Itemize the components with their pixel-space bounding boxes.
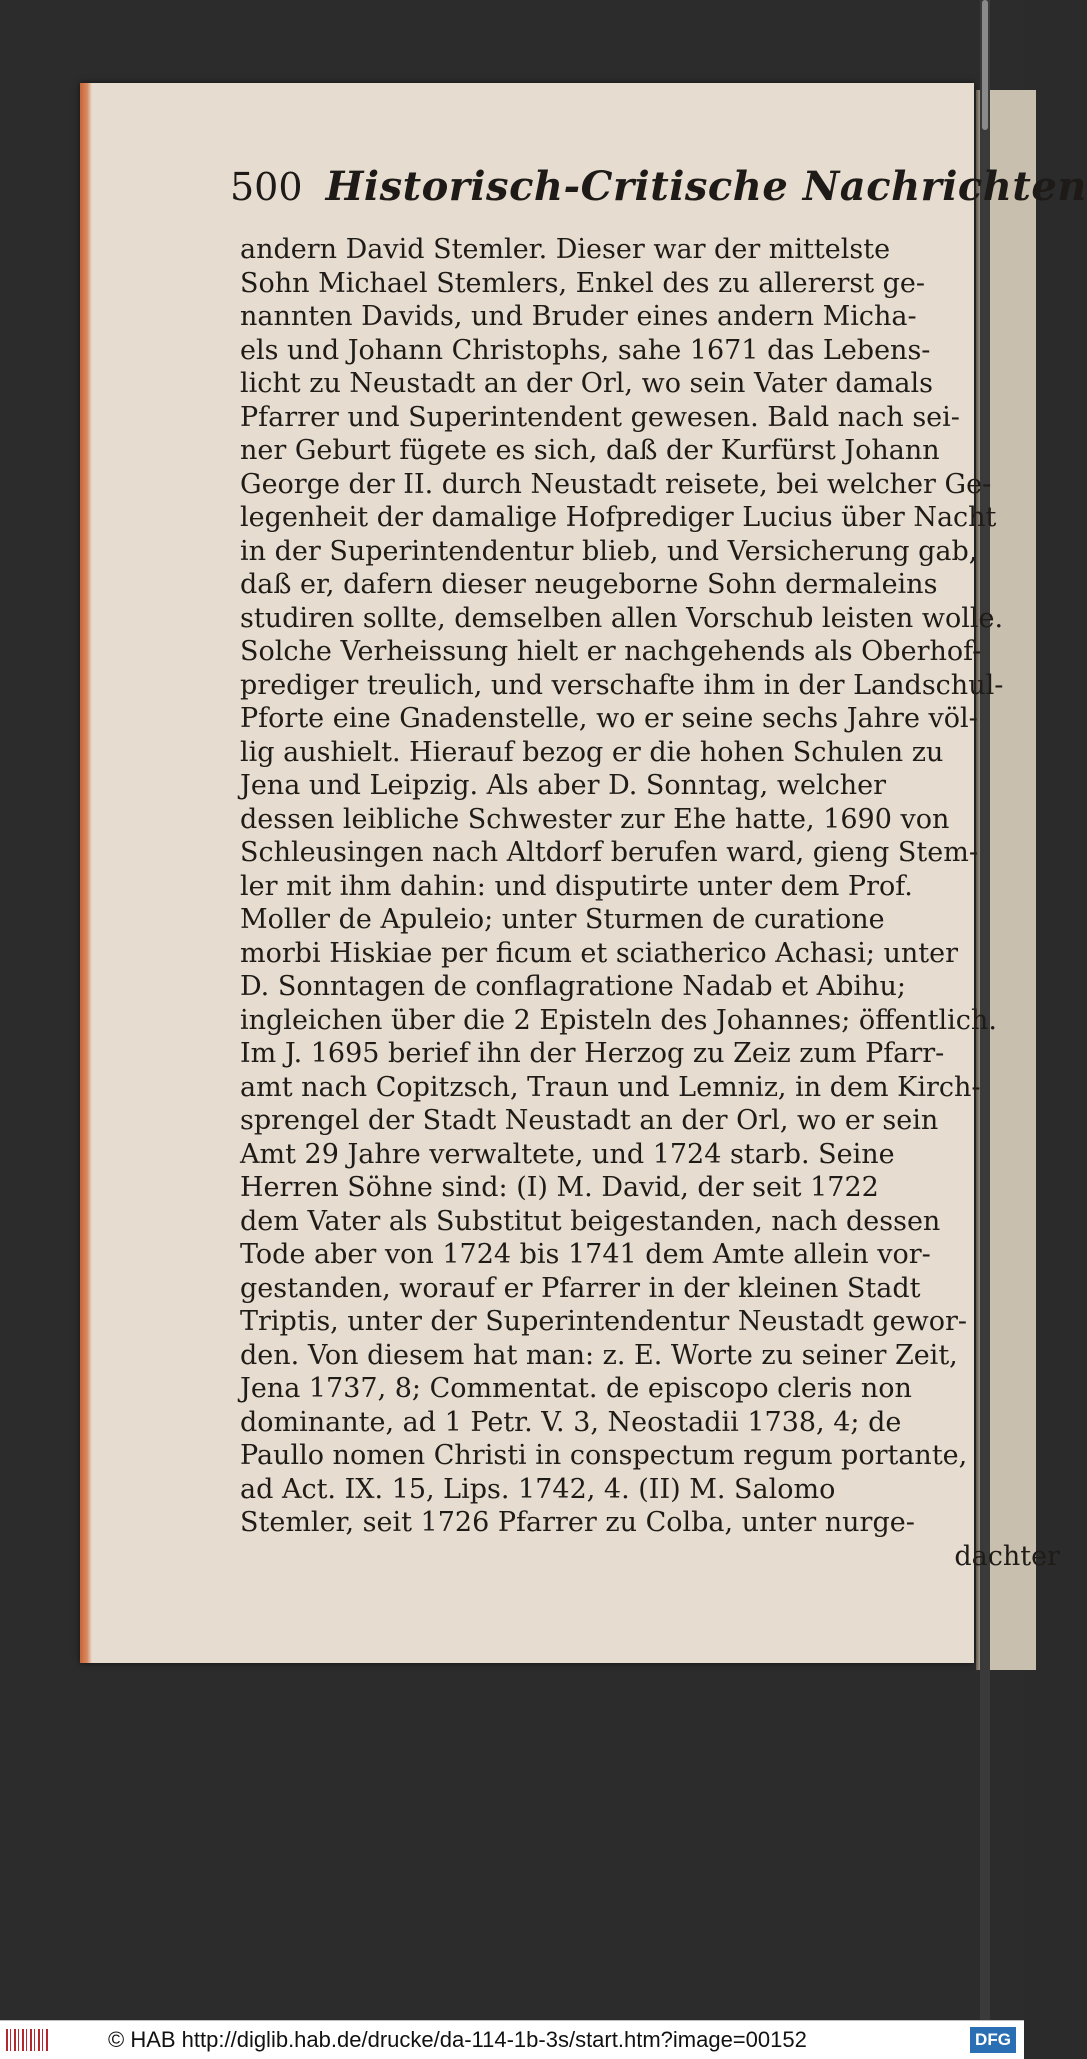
text-line: dessen leibliche Schwester zur Ehe hatte, 1690 von	[240, 803, 950, 835]
book-page	[80, 83, 1087, 1663]
text-line: studiren sollte, demselben allen Vorschub leisten wolle.	[240, 602, 1004, 634]
text-line: Solche Verheissung hielt er nachgehends als Oberhof-	[240, 636, 982, 667]
text-line: in der Superintendentur blieb, und Versicherung gab,	[240, 535, 978, 567]
text-line: Pforte eine Gnadenstelle, wo er seine sechs Jahre völ-	[240, 703, 978, 734]
text-line: ner Geburt fügete es sich, daß der Kurfürst Johann	[240, 435, 940, 466]
text-line: dominante, ad 1 Petr. V. 3, Neostadii 1738, 4; de	[240, 1406, 902, 1438]
text-line: nannten Davids, und Bruder eines andern Micha-	[240, 301, 917, 332]
footer-bar	[0, 2020, 1024, 2059]
dfg-logo: DFG	[970, 2027, 1016, 2053]
running-title: Historisch-Critische Nachrichten	[325, 163, 1087, 210]
text-line: George der II. durch Neustadt reisete, bei welcher Ge-	[240, 468, 992, 500]
text-line: legenheit der damalige Hofprediger Lucius über Nacht	[240, 502, 997, 533]
text-line: den. Von diesem hat man: z. E. Worte zu seiner Zeit,	[240, 1339, 958, 1371]
text-line: ler mit ihm dahin: und disputirte unter dem Prof.	[240, 870, 913, 902]
text-line: Paullo nomen Christi in conspectum regum portante,	[240, 1440, 968, 1471]
text-line: Herren Söhne sind: (I) M. David, der seit 1722	[240, 1172, 879, 1203]
text-line: licht zu Neustadt an der Orl, wo sein Vater damals	[240, 368, 933, 399]
page-number: 500	[230, 165, 303, 209]
footer-credit[interactable]: © HAB http://diglib.hab.de/drucke/da-114-1b-3s/start.htm?image=00152	[108, 2027, 807, 2052]
text-line: dem Vater als Substitut beigestanden, nach dessen	[240, 1205, 941, 1237]
text-line: Amt 29 Jahre verwaltete, und 1724 starb. Seine	[240, 1138, 895, 1170]
text-line: Pfarrer und Superintendent gewesen. Bald nach sei-	[240, 401, 960, 433]
text-line: Jena und Leipzig. Als aber D. Sonntag, welcher	[240, 770, 886, 801]
text-line: Schleusingen nach Altdorf berufen ward, gieng Stem-	[240, 837, 978, 868]
text-line: daß er, dafern dieser neugeborne Sohn dermaleins	[240, 569, 938, 600]
text-line: Triptis, unter der Superintendentur Neustadt gewor-	[240, 1306, 968, 1337]
text-line: gestanden, worauf er Pfarrer in der kleinen Stadt	[240, 1272, 921, 1304]
text-line: morbi Hiskiae per ficum et sciatherico Achasi; unter	[240, 937, 959, 969]
running-head	[230, 163, 1087, 210]
text-line: Sohn Michael Stemlers, Enkel des zu allererst ge-	[240, 267, 926, 299]
text-line: prediger treulich, und verschafte ihm in der Landschul-	[240, 669, 1004, 701]
text-line: andern David Stemler. Dieser war der mittelste	[240, 234, 891, 265]
page-binding-edge	[80, 83, 92, 1663]
text-line: D. Sonntagen de conflagratione Nadab et Abihu;	[240, 971, 906, 1002]
text-line: sprengel der Stadt Neustadt an der Orl, wo er sein	[240, 1105, 939, 1136]
text-line: Im J. 1695 berief ihn der Herzog zu Zeiz zum Pfarr-	[240, 1038, 945, 1069]
text-line: Stemler, seit 1726 Pfarrer zu Colba, unter nurge-	[240, 1507, 915, 1538]
library-logo-icon	[6, 2029, 48, 2051]
catchword: dachter	[954, 1540, 1060, 1572]
text-line: Moller de Apuleio; unter Sturmen de curatione	[240, 904, 885, 935]
scrollbar-thumb[interactable]	[982, 0, 988, 130]
text-line: els und Johann Christophs, sahe 1671 das Lebens-	[240, 334, 931, 366]
text-line: ad Act. IX. 15, Lips. 1742, 4. (II) M. Salomo	[240, 1473, 836, 1505]
text-line: amt nach Copitzsch, Traun und Lemniz, in dem Kirch-	[240, 1071, 981, 1103]
body-text	[240, 233, 1060, 1573]
text-line: lig aushielt. Hierauf bezog er die hohen Schulen zu	[240, 736, 944, 768]
text-line: ingleichen über die 2 Episteln des Johannes; öffentlich.	[240, 1004, 997, 1036]
text-line: Tode aber von 1724 bis 1741 dem Amte allein vor-	[240, 1239, 931, 1270]
text-line: Jena 1737, 8; Commentat. de episcopo cleris non	[240, 1373, 912, 1404]
